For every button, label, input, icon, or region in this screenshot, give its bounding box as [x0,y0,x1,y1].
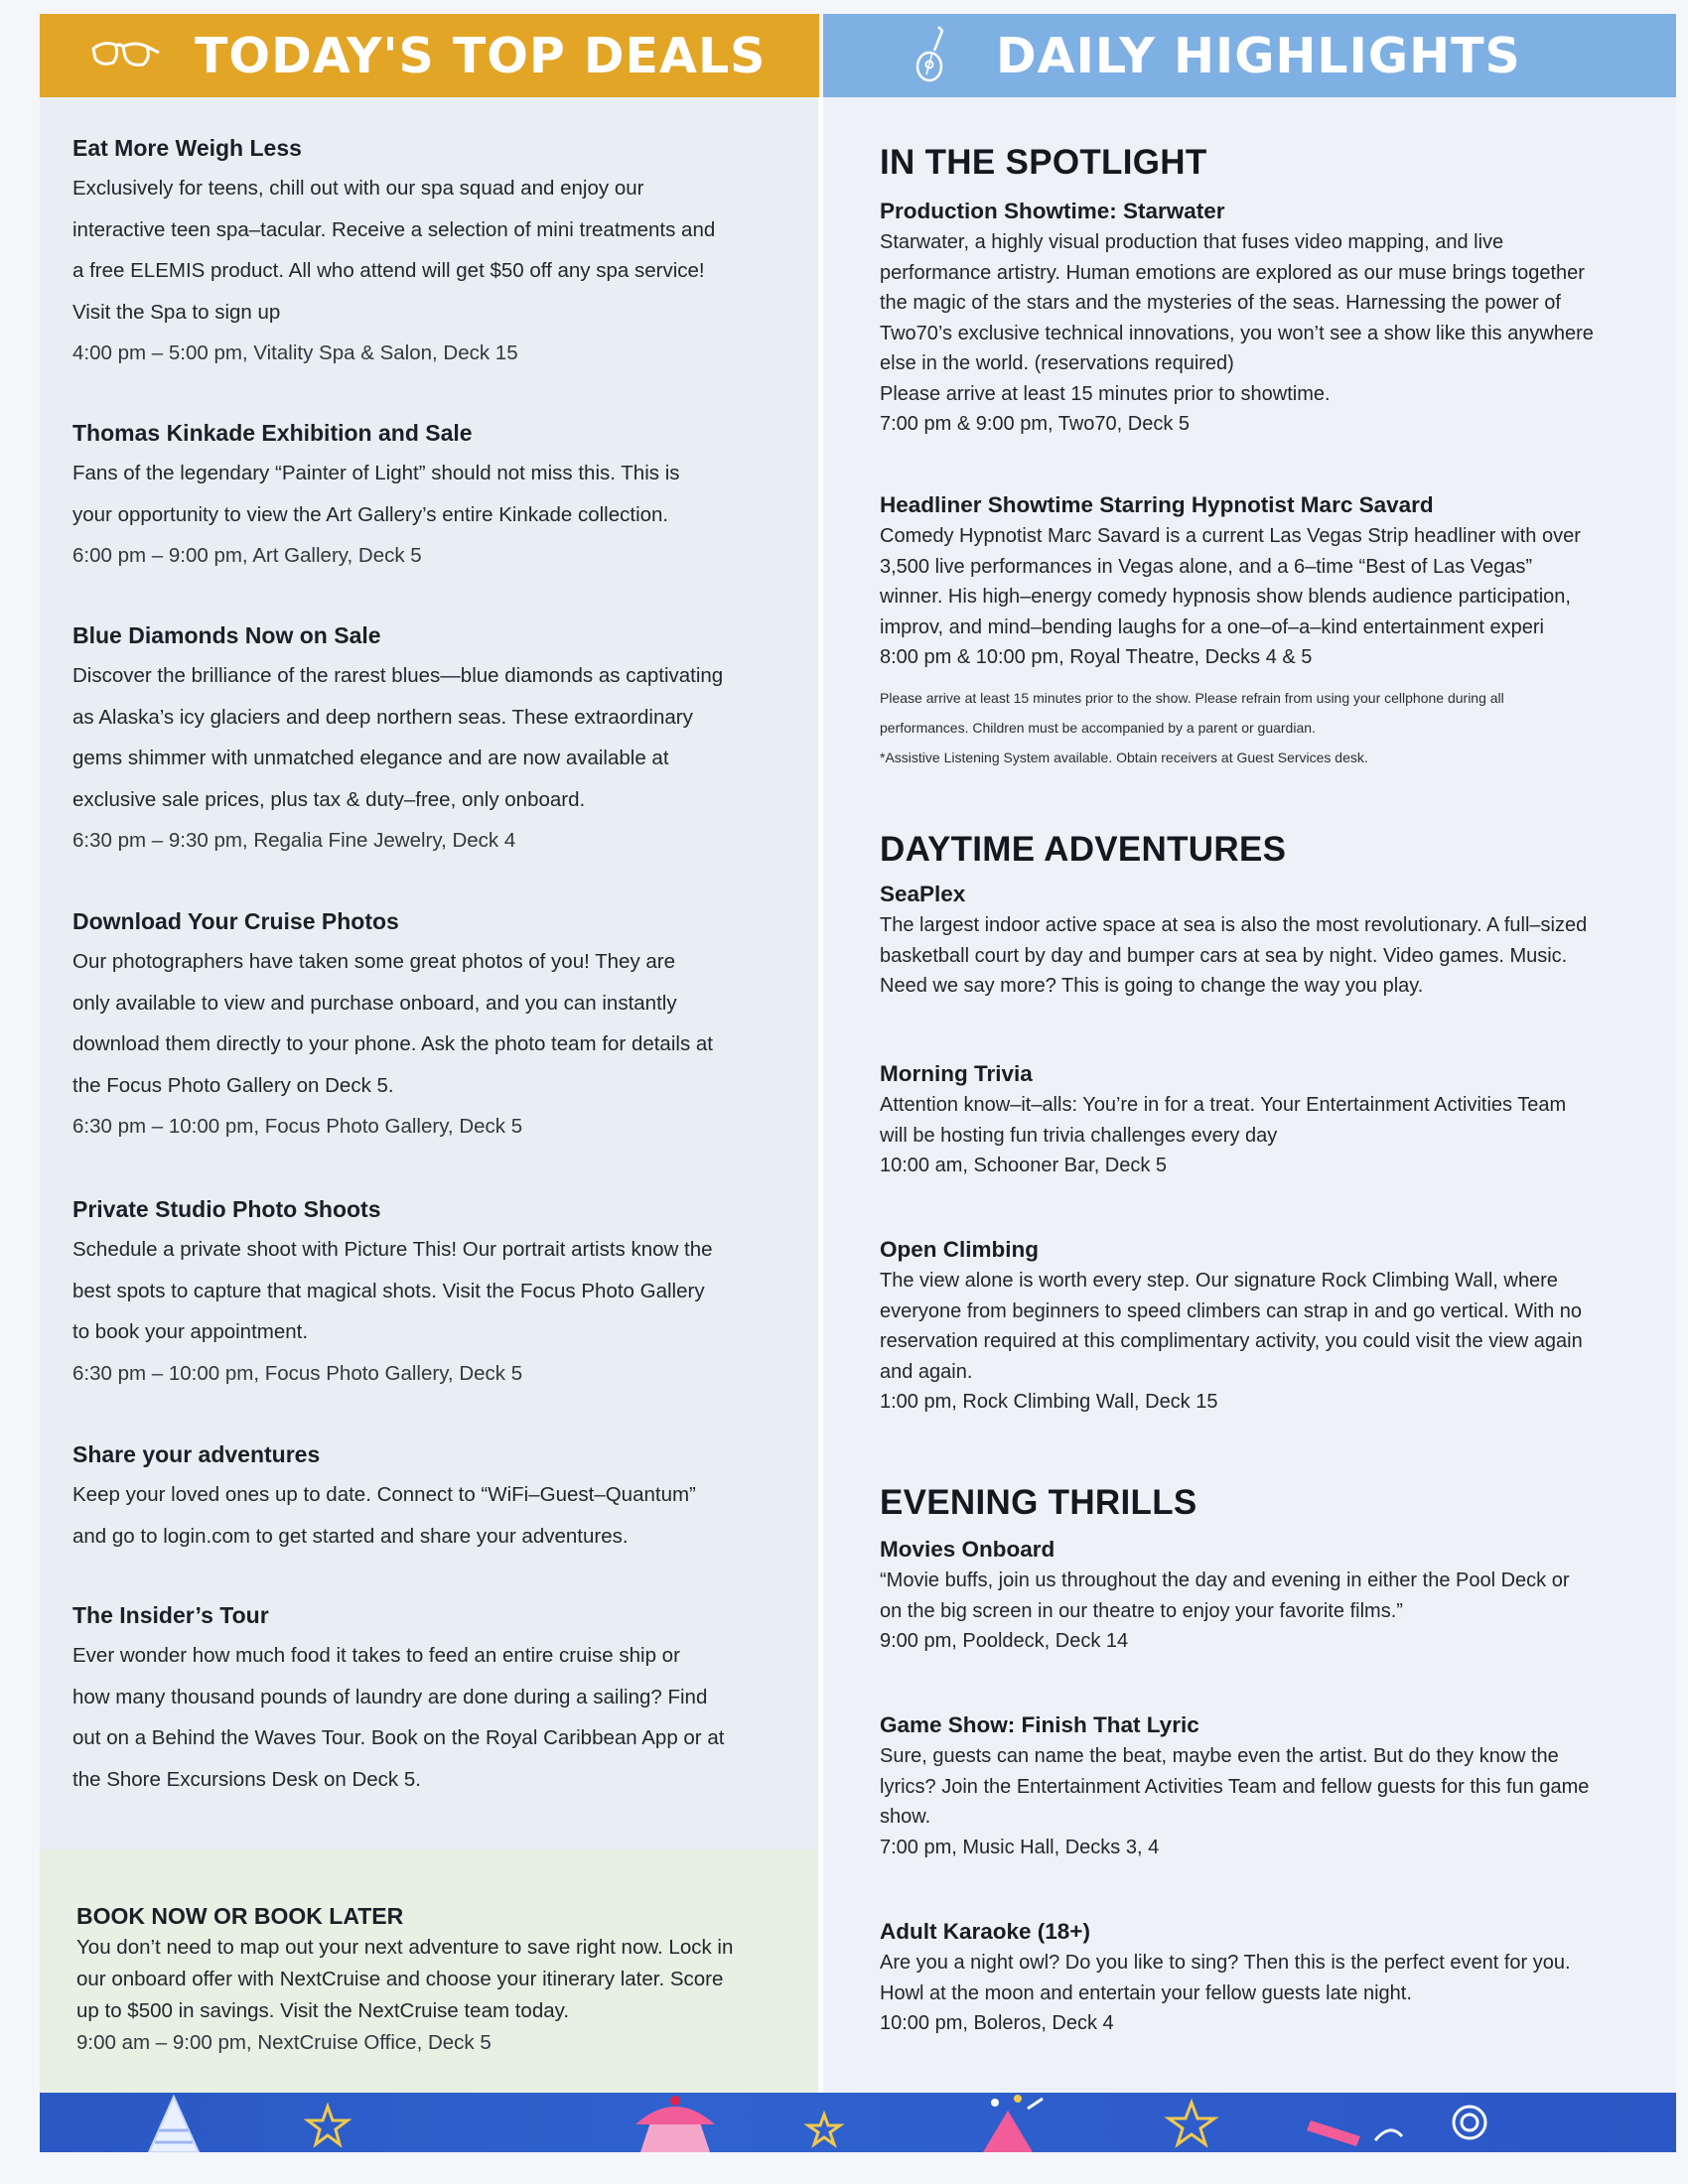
deal-line: Ever wonder how much food it takes to feed an entire cruise ship or [72,1644,680,1667]
star-icon [308,2107,348,2144]
party-decorations [40,2093,1676,2152]
deal-time: 6:00 pm – 9:00 pm, Art Gallery, Deck 5 [72,544,422,567]
show-notes [880,683,1664,772]
event-time: 10:00 am, Schooner Bar, Deck 5 [880,1155,1168,1176]
event-line: performance artistry. Human emotions are explored as our muse brings together [880,261,1585,284]
sunglasses-icon [89,31,163,80]
section-title-spotlight: IN THE SPOTLIGHT [880,143,1207,182]
note-line: Please arrive at least 15 minutes prior to the show. Please refrain from using your cellphone during all [880,690,1504,706]
deal-title: Blue Diamonds Now on Sale [72,622,381,648]
guitar-icon [913,25,952,86]
event-line: the magic of the stars and the mysteries of the seas. Harnessing the power of [880,292,1561,314]
deal-line: Keep your loved ones up to date. Connect to “WiFi–Guest–Quantum” [72,1483,696,1506]
deal-time: 6:30 pm – 9:30 pm, Regalia Fine Jewelry, Deck 4 [72,829,516,852]
deal-line: Fans of the legendary “Painter of Light” should not miss this. This is [72,462,680,484]
event-movies-onboard [880,1537,1664,1657]
deal-line: Schedule a private shoot with Picture This! Our portrait artists know the [72,1238,713,1261]
event-line: Sure, guests can name the beat, maybe even the artist. But do they know the [880,1745,1559,1767]
deal-line: Discover the brilliance of the rarest blues—blue diamonds as captivating [72,664,724,687]
event-time: 7:00 pm & 9:00 pm, Two70, Deck 5 [880,413,1191,435]
deal-title: Thomas Kinkade Exhibition and Sale [72,420,473,446]
daily-planner-page [40,14,1676,2170]
deal-blue-diamonds [72,622,797,862]
deal-line: download them directly to your phone. Ask the photo team for details at [72,1032,713,1055]
event-time: 7:00 pm, Music Hall, Decks 3, 4 [880,1836,1160,1858]
event-title: Adult Karaoke (18+) [880,1919,1090,1944]
deal-line: out on a Behind the Waves Tour. Book on the Royal Caribbean App or at [72,1726,725,1749]
event-title: Headliner Showtime Starring Hypnotist Marc Savard [880,492,1434,517]
event-starwater [880,199,1664,440]
deal-line: your opportunity to view the Art Gallery’s entire Kinkade collection. [72,502,669,526]
section-title-evening: EVENING THRILLS [880,1483,1197,1522]
event-time: 10:00 pm, Boleros, Deck 4 [880,2012,1114,2034]
deal-line: exclusive sale prices, plus tax & duty–free, only onboard. [72,787,586,811]
deal-line: how many thousand pounds of laundry are done during a sailing? Find [72,1685,708,1708]
deal-title: Private Studio Photo Shoots [72,1196,381,1222]
deal-line: Our photographers have taken some great photos of you! They are [72,950,676,973]
noisemaker-icon [1307,2120,1402,2146]
star-icon [808,2115,840,2144]
event-line: The view alone is worth every step. Our signature Rock Climbing Wall, where [880,1270,1558,1292]
deal-line: the Focus Photo Gallery on Deck 5. [72,1073,394,1097]
deal-private-photo-shoots [72,1196,797,1394]
deal-time: 4:00 pm – 5:00 pm, Vitality Spa & Salon, Deck 15 [72,341,518,364]
note-line: performances. Children must be accompanied by a parent or guardian. [880,720,1316,736]
deal-line: Exclusively for teens, chill out with our spa squad and enjoy our [72,177,644,200]
event-line: show. [880,1806,931,1828]
event-title: Open Climbing [880,1237,1039,1262]
highlights-header-title: DAILY HIGHLIGHTS [996,27,1521,84]
event-line: everyone from beginners to speed climbers can strap in and go vertical. With no [880,1299,1583,1322]
event-time: 1:00 pm, Rock Climbing Wall, Deck 15 [880,1391,1218,1413]
event-line: Please arrive at least 15 minutes prior to showtime. [880,382,1331,405]
event-morning-trivia [880,1061,1664,1181]
event-adult-karaoke [880,1919,1664,2039]
top-deals-column [40,97,819,2093]
event-line: winner. His high–energy comedy hypnosis show blends audience participation, [880,586,1571,608]
deal-line: only available to view and purchase onboard, and you can instantly [72,991,677,1015]
highlights-header [823,14,1676,97]
cupcake-icon [635,2096,715,2152]
deal-eat-more-weigh-less [72,135,797,374]
event-line: will be hosting fun trivia challenges every day [880,1124,1278,1147]
deal-title: The Insider’s Tour [72,1602,269,1628]
party-footer-band [40,2093,1676,2152]
event-line: Starwater, a highly visual production that fuses video mapping, and live [880,231,1504,253]
deal-line: You don’t need to map out your next adventure to save right now. Lock in [76,1936,734,1959]
event-line: improv, and mind–bending laughs for a one–of–a–kind entertainment experi [880,615,1544,638]
deal-book-now [76,1903,801,2059]
deal-title: BOOK NOW OR BOOK LATER [76,1903,404,1929]
event-line: and again. [880,1360,973,1383]
deal-line: and go to login.com to get started and share your adventures. [72,1524,629,1548]
event-line: else in the world. (reservations required) [880,352,1234,374]
deals-header [40,14,819,97]
event-line: Need we say more? This is going to change the way you play. [880,975,1424,997]
party-hat-icon [149,2097,199,2152]
deal-title: Eat More Weigh Less [72,135,302,161]
event-line: 3,500 live performances in Vegas alone, and a 6–time “Best of Las Vegas” [880,555,1533,578]
event-title: Morning Trivia [880,1061,1033,1086]
deal-kinkade-exhibition [72,420,797,577]
swirl-icon [1454,2107,1485,2138]
deal-line: Visit the Spa to sign up [72,300,281,324]
event-title: Production Showtime: Starwater [880,199,1225,223]
note-line: *Assistive Listening System available. Obtain receivers at Guest Services desk. [880,750,1368,765]
deal-line: gems shimmer with unmatched elegance and are now available at [72,747,669,769]
event-line: Comedy Hypnotist Marc Savard is a current Las Vegas Strip headliner with over [880,525,1581,547]
party-popper-icon [983,2095,1043,2152]
deal-time: 9:00 am – 9:00 pm, NextCruise Office, Deck 5 [76,2031,492,2054]
deal-line: as Alaska’s icy glaciers and deep northern seas. These extraordinary [72,705,693,729]
deal-title: Share your adventures [72,1441,321,1467]
event-line: Howl at the moon and entertain your fellow guests late night. [880,1981,1412,2004]
event-line: Are you a night owl? Do you like to sing? Then this is the perfect event for you. [880,1952,1571,1974]
event-line: reservation required at this complimentary activity, you could visit the view again [880,1330,1583,1352]
event-finish-that-lyric [880,1712,1664,1862]
event-line: The largest indoor active space at sea is also the most revolutionary. A full–sized [880,914,1588,936]
deal-line: up to $500 in savings. Visit the NextCruise team today. [76,1999,570,2022]
deal-time: 6:30 pm – 10:00 pm, Focus Photo Gallery, Deck 5 [72,1115,523,1138]
deal-line: to book your appointment. [72,1320,309,1343]
deal-time: 6:30 pm – 10:00 pm, Focus Photo Gallery, Deck 5 [72,1361,523,1385]
deal-line: best spots to capture that magical shots. Visit the Focus Photo Gallery [72,1279,705,1302]
event-line: “Movie buffs, join us throughout the day and evening in either the Pool Deck or [880,1570,1570,1591]
event-open-climbing [880,1237,1664,1418]
deal-download-photos [72,908,797,1148]
deal-title: Download Your Cruise Photos [72,908,399,934]
event-line: Attention know–it–alls: You’re in for a treat. Your Entertainment Activities Team [880,1094,1567,1116]
event-line: Two70’s exclusive technical innovations, you won’t see a show like this anywhere [880,322,1594,344]
event-seaplex [880,882,1664,1002]
deal-line: a free ELEMIS product. All who attend will get $50 off any spa service! [72,259,705,282]
event-hypnotist-marc-savard [880,492,1664,673]
event-time: 8:00 pm & 10:00 pm, Royal Theatre, Decks 4 & 5 [880,646,1313,668]
event-title: Game Show: Finish That Lyric [880,1712,1199,1737]
deal-line: our onboard offer with NextCruise and choose your itinerary later. Score [76,1968,724,1990]
deal-insiders-tour [72,1602,797,1800]
deal-line: the Shore Excursions Desk on Deck 5. [72,1767,421,1791]
deals-header-title: TODAY'S TOP DEALS [195,27,767,84]
event-line: lyrics? Join the Entertainment Activities Team and fellow guests for this fun game [880,1775,1590,1798]
star-icon [1169,2103,1214,2144]
deal-line: interactive teen spa–tacular. Receive a selection of mini treatments and [72,217,716,241]
event-line: basketball court by day and bumper cars at sea by night. Video games. Music. [880,944,1568,967]
deal-share-adventures [72,1441,797,1557]
event-title: SeaPlex [880,882,966,906]
event-time: 9:00 pm, Pooldeck, Deck 14 [880,1630,1129,1652]
section-title-daytime: DAYTIME ADVENTURES [880,830,1287,869]
event-line: on the big screen in our theatre to enjoy your favorite films.” [880,1599,1403,1622]
event-title: Movies Onboard [880,1537,1055,1562]
daily-highlights-column [823,97,1676,2093]
